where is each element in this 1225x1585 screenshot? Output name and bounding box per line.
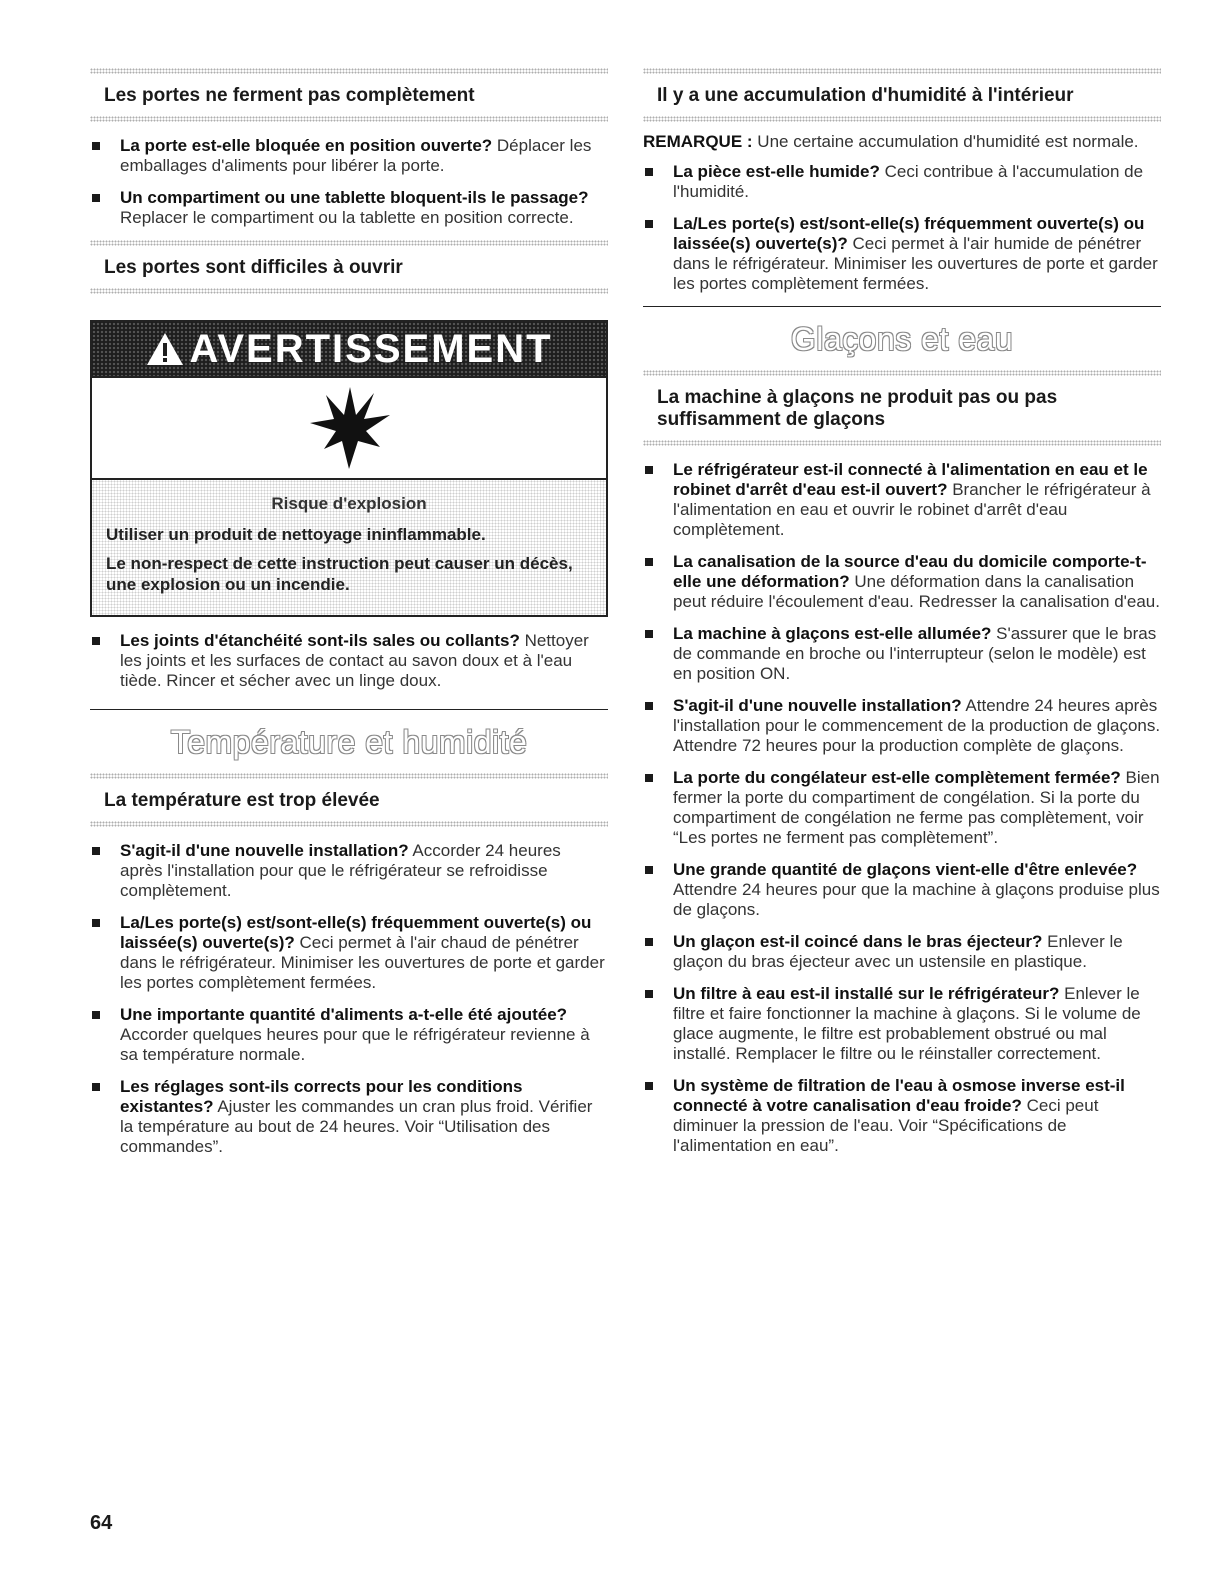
bullet-icon: [645, 558, 653, 566]
list-item: Un glaçon est-il coincé dans le bras éjecteur? Enlever le glaçon du bras éjecteur avec un ustensile en plastique.: [643, 932, 1161, 972]
list-item: Un compartiment ou une tablette bloquent-ils le passage? Replacer le compartiment ou la tablette en position correcte.: [90, 188, 608, 228]
list-item: Les joints d'étanchéité sont-ils sales ou collants? Nettoyer les joints et les surfaces de contact au savon doux et à l'eau tiède. Rincer et sécher avec un linge doux.: [90, 631, 608, 691]
bullet-icon: [92, 637, 100, 645]
dotted-divider: [643, 440, 1161, 446]
dotted-divider: [90, 68, 608, 74]
chapter-title-ice-water: Glaçons et eau: [790, 321, 1014, 357]
explosion-icon: [304, 385, 394, 471]
bullet-icon: [645, 220, 653, 228]
dotted-divider: [643, 116, 1161, 122]
dotted-divider: [90, 240, 608, 246]
warning-banner-text: AVERTISSEMENT: [189, 326, 553, 371]
bullet-icon: [92, 1083, 100, 1091]
list-item: La machine à glaçons est-elle allumée? S'assurer que le bras de commande en broche ou l'interrupteur (selon le modèle) est en position ON.: [643, 624, 1161, 684]
warning-consequence: Le non-respect de cette instruction peut causer un décès, une explosion ou un incendie.: [106, 554, 573, 594]
bullet-icon: [92, 194, 100, 202]
warning-banner: [92, 322, 606, 376]
dotted-divider: [90, 821, 608, 827]
bullet-icon: [92, 847, 100, 855]
list-item: La porte est-elle bloquée en position ouverte? Déplacer les emballages d'aliments pour libérer la porte.: [90, 136, 608, 176]
left-column: [90, 68, 608, 1169]
remark-note: REMARQUE : Une certaine accumulation d'humidité est normale.: [643, 132, 1139, 151]
list-doors-not-closing: [90, 136, 608, 228]
list-item: Un filtre à eau est-il installé sur le réfrigérateur? Enlever le filtre et faire fonctionner la machine à glaçons. Si le volume de glace augmente, le filtre est probablement obstrué ou mal installé. Remplacer le filtre ou le réinstaller correctement.: [643, 984, 1161, 1064]
dotted-divider: [90, 288, 608, 294]
list-item: Les réglages sont-ils corrects pour les conditions existantes? Ajuster les commandes un cran plus froid. Vérifier la température au bout de 24 heures. Voir “Utilisation des commandes”.: [90, 1077, 608, 1157]
list-humidity-buildup: [643, 162, 1161, 294]
list-item: La porte du congélateur est-elle complètement fermée? Bien fermer la porte du compartiment de congélation. Si la porte du compartiment de congélation ne ferme pas complètement, voir “Les portes ne ferment pas complètement”.: [643, 768, 1161, 848]
dotted-divider: [90, 116, 608, 122]
list-item: La pièce est-elle humide? Ceci contribue à l'accumulation de l'humidité.: [643, 162, 1161, 202]
list-temperature-too-high: [90, 841, 608, 1157]
section-title-humidity-buildup: Il y a une accumulation d'humidité à l'intérieur: [657, 85, 1074, 106]
list-item: S'agit-il d'une nouvelle installation? Attendre 24 heures après l'installation pour le commencement de la production de glaçons. Attendre 72 heures pour la production complète de glaçons.: [643, 696, 1161, 756]
bullet-icon: [92, 1011, 100, 1019]
list-item: La/Les porte(s) est/sont-elle(s) fréquemment ouverte(s) ou laissée(s) ouverte(s)? Ceci permet à l'air chaud de pénétrer dans le réfrigérateur. Minimiser les ouvertures de porte et garder les portes complètement fermées.: [90, 913, 608, 993]
bullet-icon: [645, 630, 653, 638]
section-title-doors-not-closing: Les portes ne ferment pas complètement: [104, 85, 475, 106]
warning-instruction: Utiliser un produit de nettoyage ininflammable.: [106, 525, 486, 544]
bullet-icon: [645, 990, 653, 998]
bullet-icon: [645, 168, 653, 176]
list-item: Le réfrigérateur est-il connecté à l'alimentation en eau et le robinet d'arrêt d'eau est-il ouvert? Brancher le réfrigérateur à l'alimentation en eau et ouvrir le robinet d'arrêt d'eau complètement.: [643, 460, 1161, 540]
list-item: Une importante quantité d'aliments a-t-elle été ajoutée? Accorder quelques heures pour que le réfrigérateur revienne à sa température normale.: [90, 1005, 608, 1065]
list-item: Une grande quantité de glaçons vient-elle d'être enlevée? Attendre 24 heures pour que la machine à glaçons produise plus de glaçons.: [643, 860, 1161, 920]
list-item: S'agit-il d'une nouvelle installation? Accorder 24 heures après l'installation pour que le réfrigérateur se refroidisse complètement.: [90, 841, 608, 901]
list-item: La/Les porte(s) est/sont-elle(s) fréquemment ouverte(s) ou laissée(s) ouverte(s)? Ceci permet à l'air humide de pénétrer dans le réfrigérateur. Minimiser les ouvertures de porte et garder les portes complètement fermées.: [643, 214, 1161, 294]
warning-triangle-icon: [145, 331, 185, 367]
bullet-icon: [92, 142, 100, 150]
dotted-divider: [643, 370, 1161, 376]
bullet-icon: [645, 702, 653, 710]
page-number: 64: [90, 1512, 113, 1534]
bullet-icon: [645, 1082, 653, 1090]
bullet-icon: [645, 774, 653, 782]
dotted-divider: [90, 773, 608, 779]
list-doors-hard-to-open: [90, 631, 608, 691]
bullet-icon: [645, 466, 653, 474]
dotted-divider: [643, 68, 1161, 74]
bullet-icon: [645, 938, 653, 946]
chapter-title-temperature: Température et humidité: [170, 724, 528, 760]
bullet-icon: [92, 919, 100, 927]
bullet-icon: [645, 866, 653, 874]
right-column: [643, 68, 1161, 1168]
list-ice-maker: [643, 460, 1161, 1156]
warning-box: [90, 320, 608, 617]
hazard-title: Risque d'explosion: [271, 494, 427, 513]
list-item: La canalisation de la source d'eau du domicile comporte-t-elle une déformation? Une déformation dans la canalisation peut réduire l'écoulement d'eau. Redresser la canalisation d'eau.: [643, 552, 1161, 612]
section-title-ice-maker: La machine à glaçons ne produit pas ou pas suffisamment de glaçons: [657, 387, 1058, 430]
list-item: Un système de filtration de l'eau à osmose inverse est-il connecté à votre canalisation d'eau froide? Ceci peut diminuer la pression de l'eau. Voir “Spécifications de l'alimentation en eau”.: [643, 1076, 1161, 1156]
section-title-doors-hard-to-open: Les portes sont difficiles à ouvrir: [104, 257, 403, 278]
section-title-temperature-too-high: La température est trop élevée: [104, 790, 380, 811]
